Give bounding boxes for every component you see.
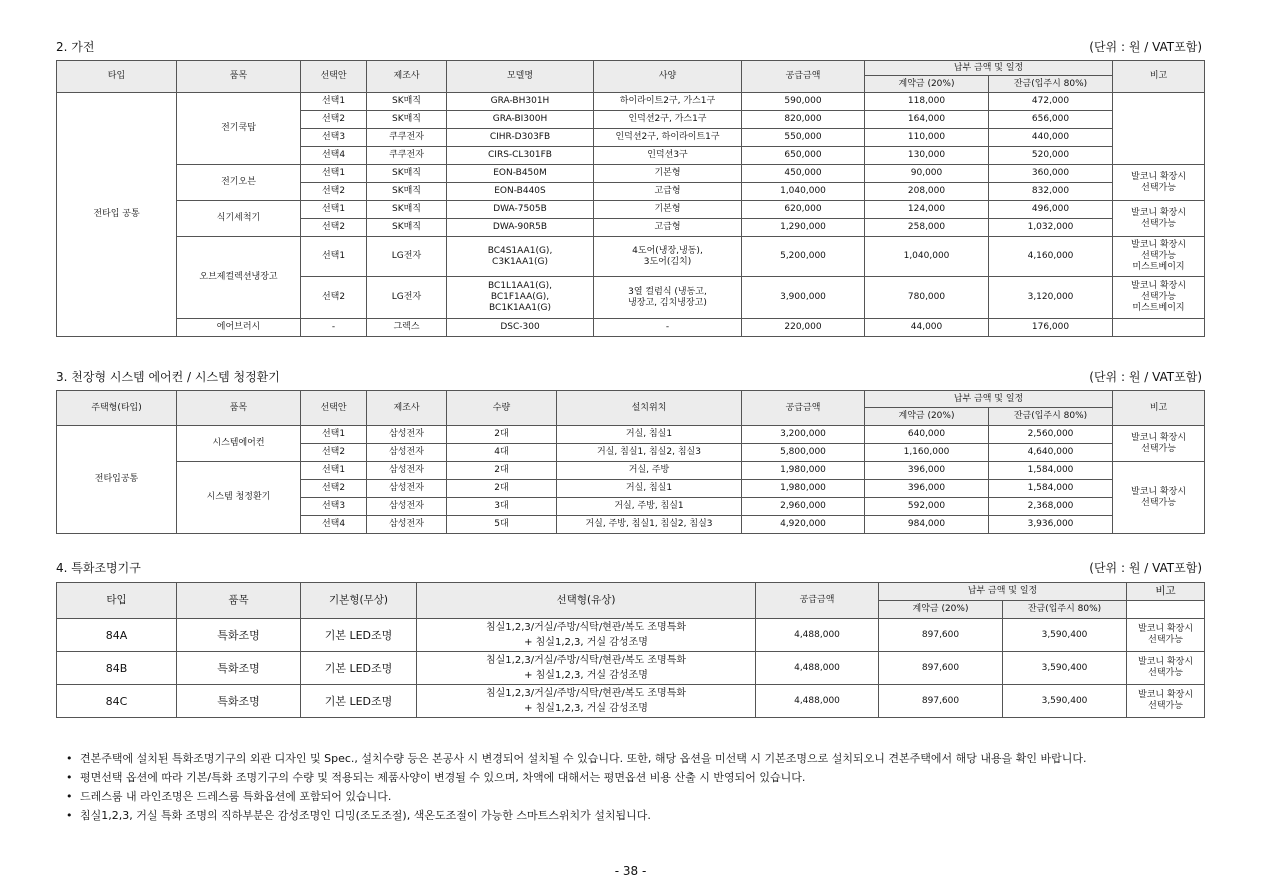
model-cell: BC1L1AA1(G), BC1F1AA(G), BC1K1AA1(G) [447, 277, 594, 319]
balance-cell: 520,000 [989, 147, 1113, 165]
balance-cell: 2,368,000 [989, 498, 1113, 516]
aircon-table [56, 390, 1205, 534]
basic-cell: 기본 LED조명 [301, 619, 417, 652]
item-cell: 시스템에어컨 [177, 426, 301, 462]
option-cell: 선택2 [301, 219, 367, 237]
page-number: - 38 - [614, 864, 647, 878]
option-cell: 선택3 [301, 498, 367, 516]
model-cell: GRA-BI300H [447, 111, 594, 129]
maker-cell: SK매직 [367, 201, 447, 219]
deposit-cell: 124,000 [865, 201, 989, 219]
type-cell: 84B [57, 652, 177, 685]
price-cell: 5,200,000 [742, 237, 865, 277]
model-cell: BC4S1AA1(G), C3K1AA1(G) [447, 237, 594, 277]
item-cell: 전기쿡탑 [177, 93, 301, 165]
price-cell: 5,800,000 [742, 444, 865, 462]
col-type: 타입 [57, 583, 177, 619]
footnotes [60, 749, 1210, 825]
spec-cell: 고급형 [594, 183, 742, 201]
model-cell: EON-B450M [447, 165, 594, 183]
deposit-cell: 44,000 [865, 319, 989, 337]
paid-cell: 침실1,2,3/거실/주방/식탁/현관/복도 조명특화 + 침실1,2,3, 거실 감성조명 [417, 685, 756, 718]
maker-cell: SK매직 [367, 165, 447, 183]
balance-cell: 4,640,000 [989, 444, 1113, 462]
deposit-cell: 396,000 [865, 462, 989, 480]
note-cell: 발코니 확장시 선택가능 [1113, 201, 1205, 237]
spec-cell: 3열 컬럼식 (냉동고, 냉장고, 김치냉장고) [594, 277, 742, 319]
table-row [57, 685, 1205, 718]
price-cell: 550,000 [742, 129, 865, 147]
option-cell: 선택1 [301, 201, 367, 219]
note-cell [1113, 319, 1205, 337]
col-type: 타입 [57, 61, 177, 93]
col-deposit: 계약금 (20%) [879, 601, 1003, 619]
balance-cell: 1,032,000 [989, 219, 1113, 237]
qty-cell: 2대 [447, 480, 557, 498]
section-4-header [56, 559, 1202, 575]
balance-cell: 3,590,400 [1003, 685, 1127, 718]
section-2-header [56, 38, 1202, 54]
section-3-unit: (단위 : 원 / VAT포함) [1089, 370, 1202, 384]
table-row [57, 237, 1205, 277]
section-3-title: 3. 천장형 시스템 에어컨 / 시스템 청정환기 [56, 370, 280, 384]
balance-cell: 440,000 [989, 129, 1113, 147]
table-row [57, 165, 1205, 183]
spec-cell: 고급형 [594, 219, 742, 237]
location-cell: 거실, 침실1 [557, 480, 742, 498]
item-cell: 특화조명 [177, 652, 301, 685]
note-cell: 발코니 확장시 선택가능 [1113, 165, 1205, 201]
price-cell: 1,290,000 [742, 219, 865, 237]
col-qty: 수량 [447, 391, 557, 426]
balance-cell: 3,590,400 [1003, 652, 1127, 685]
col-pay-group: 납부 금액 및 일정 [879, 583, 1127, 601]
model-cell: CIRS-CL301FB [447, 147, 594, 165]
deposit-cell: 396,000 [865, 480, 989, 498]
balance-cell: 3,120,000 [989, 277, 1113, 319]
price-cell: 620,000 [742, 201, 865, 219]
maker-cell: 삼성전자 [367, 498, 447, 516]
maker-cell: SK매직 [367, 93, 447, 111]
option-cell: 선택1 [301, 426, 367, 444]
balance-cell: 656,000 [989, 111, 1113, 129]
spec-cell: 기본형 [594, 201, 742, 219]
price-cell: 820,000 [742, 111, 865, 129]
item-cell: 특화조명 [177, 685, 301, 718]
table-row [57, 93, 1205, 111]
deposit-cell: 897,600 [879, 652, 1003, 685]
col-location: 설치위치 [557, 391, 742, 426]
spec-cell: 인덕션3구 [594, 147, 742, 165]
col-price: 공급금액 [756, 583, 879, 619]
note-cell: 발코니 확장시 선택가능 [1127, 685, 1205, 718]
col-price: 공급금액 [742, 391, 865, 426]
balance-cell: 1,584,000 [989, 462, 1113, 480]
balance-cell: 4,160,000 [989, 237, 1113, 277]
maker-cell: 삼성전자 [367, 444, 447, 462]
maker-cell: 삼성전자 [367, 462, 447, 480]
price-cell: 3,200,000 [742, 426, 865, 444]
deposit-cell: 258,000 [865, 219, 989, 237]
footnote-item: • 침실1,2,3, 거실 특화 조명의 직하부분은 감성조명인 디밍(조도조절), 색온도조절이 가능한 스마트스위치가 설치됩니다. [60, 806, 1210, 825]
spec-cell: 4도어(냉장,냉동), 3도어(김치) [594, 237, 742, 277]
col-price: 공급금액 [742, 61, 865, 93]
note-cell [1113, 93, 1205, 165]
col-note: 비고 [1127, 583, 1205, 601]
deposit-cell: 897,600 [879, 619, 1003, 652]
option-cell: 선택1 [301, 462, 367, 480]
section-3-header [56, 368, 1202, 384]
model-cell: EON-B440S [447, 183, 594, 201]
type-cell: 84C [57, 685, 177, 718]
price-cell: 2,960,000 [742, 498, 865, 516]
footnote-item: • 평면선택 옵션에 따라 기본/특화 조명기구의 수량 및 적용되는 제품사양이 변경될 수 있으며, 차액에 대해서는 평면옵션 비용 산출 시 반영되어 있습니다. [60, 768, 1210, 787]
col-option: 선택안 [301, 61, 367, 93]
deposit-cell: 984,000 [865, 516, 989, 534]
deposit-cell: 1,040,000 [865, 237, 989, 277]
note-cell: 발코니 확장시 선택가능 [1113, 426, 1205, 462]
note-cell: 발코니 확장시 선택가능 [1127, 619, 1205, 652]
deposit-cell: 897,600 [879, 685, 1003, 718]
col-paid: 선택형(유상) [417, 583, 756, 619]
option-cell: 선택2 [301, 480, 367, 498]
type-cell: 84A [57, 619, 177, 652]
col-maker: 제조사 [367, 391, 447, 426]
qty-cell: 3대 [447, 498, 557, 516]
spec-cell: - [594, 319, 742, 337]
col-note: 비고 [1113, 391, 1205, 426]
col-balance: 잔금(입주시 80%) [989, 408, 1113, 426]
location-cell: 거실, 주방, 침실1 [557, 498, 742, 516]
section-4-title: 4. 특화조명기구 [56, 561, 141, 575]
option-cell: 선택2 [301, 277, 367, 319]
balance-cell: 832,000 [989, 183, 1113, 201]
model-cell: GRA-BH301H [447, 93, 594, 111]
balance-cell: 3,936,000 [989, 516, 1113, 534]
option-cell: 선택4 [301, 147, 367, 165]
maker-cell: 삼성전자 [367, 480, 447, 498]
section-4-unit: (단위 : 원 / VAT포함) [1089, 561, 1202, 575]
option-cell: 선택2 [301, 111, 367, 129]
qty-cell: 5대 [447, 516, 557, 534]
section-2-title: 2. 가전 [56, 40, 95, 54]
option-cell: 선택1 [301, 93, 367, 111]
model-cell: DWA-90R5B [447, 219, 594, 237]
price-cell: 1,040,000 [742, 183, 865, 201]
col-note: 비고 [1113, 61, 1205, 93]
spec-cell: 인덕션2구, 하이라이트1구 [594, 129, 742, 147]
model-cell: DSC-300 [447, 319, 594, 337]
paid-cell: 침실1,2,3/거실/주방/식탁/현관/복도 조명특화 + 침실1,2,3, 거실 감성조명 [417, 619, 756, 652]
price-cell: 220,000 [742, 319, 865, 337]
maker-cell: 그렉스 [367, 319, 447, 337]
col-basic: 기본형(무상) [301, 583, 417, 619]
price-cell: 1,980,000 [742, 462, 865, 480]
maker-cell: 쿠쿠전자 [367, 129, 447, 147]
deposit-cell: 130,000 [865, 147, 989, 165]
price-cell: 590,000 [742, 93, 865, 111]
option-cell: 선택2 [301, 444, 367, 462]
balance-cell: 1,584,000 [989, 480, 1113, 498]
section-2-unit: (단위 : 원 / VAT포함) [1089, 40, 1202, 54]
option-cell: - [301, 319, 367, 337]
item-cell: 오브제컬렉션냉장고 [177, 237, 301, 319]
note-cell: 발코니 확장시 선택가능 미스트베이지 [1113, 277, 1205, 319]
maker-cell: SK매직 [367, 183, 447, 201]
option-cell: 선택1 [301, 237, 367, 277]
table-row [57, 201, 1205, 219]
note-cell: 발코니 확장시 선택가능 미스트베이지 [1113, 237, 1205, 277]
price-cell: 4,920,000 [742, 516, 865, 534]
price-cell: 4,488,000 [756, 652, 879, 685]
col-balance: 잔금(입주시 80%) [1003, 601, 1127, 619]
model-cell: CIHR-D303FB [447, 129, 594, 147]
price-cell: 4,488,000 [756, 685, 879, 718]
col-item: 품목 [177, 583, 301, 619]
qty-cell: 2대 [447, 462, 557, 480]
item-cell: 에어브러시 [177, 319, 301, 337]
col-pay-group: 납부 금액 및 일정 [865, 61, 1113, 76]
deposit-cell: 110,000 [865, 129, 989, 147]
deposit-cell: 164,000 [865, 111, 989, 129]
table-row [57, 426, 1205, 444]
col-deposit: 계약금 (20%) [865, 76, 989, 93]
maker-cell: 삼성전자 [367, 516, 447, 534]
lighting-table [56, 582, 1205, 718]
col-item: 품목 [177, 391, 301, 426]
maker-cell: SK매직 [367, 111, 447, 129]
deposit-cell: 118,000 [865, 93, 989, 111]
col-maker: 제조사 [367, 61, 447, 93]
type-cell: 전타입공통 [57, 426, 177, 534]
deposit-cell: 208,000 [865, 183, 989, 201]
type-cell: 전타입 공통 [57, 93, 177, 337]
table-row [57, 619, 1205, 652]
note-cell: 발코니 확장시 선택가능 [1113, 462, 1205, 534]
location-cell: 거실, 침실1, 침실2, 침실3 [557, 444, 742, 462]
basic-cell: 기본 LED조명 [301, 652, 417, 685]
maker-cell: LG전자 [367, 277, 447, 319]
option-cell: 선택1 [301, 165, 367, 183]
paid-cell: 침실1,2,3/거실/주방/식탁/현관/복도 조명특화 + 침실1,2,3, 거실 감성조명 [417, 652, 756, 685]
spec-cell: 하이라이트2구, 가스1구 [594, 93, 742, 111]
maker-cell: SK매직 [367, 219, 447, 237]
table-row [57, 652, 1205, 685]
col-item: 품목 [177, 61, 301, 93]
item-cell: 시스템 청정환기 [177, 462, 301, 534]
option-cell: 선택2 [301, 183, 367, 201]
deposit-cell: 592,000 [865, 498, 989, 516]
model-cell: DWA-7505B [447, 201, 594, 219]
footnote-item: • 견본주택에 설치된 특화조명기구의 외관 디자인 및 Spec., 설치수량 등은 본공사 시 변경되어 설치될 수 있습니다. 또한, 해당 옵션을 미선택 시 기본조명으로 설치되오니 견본주택에서 해당 내용을 확인 바랍니다. [60, 749, 1210, 768]
footnote-item: • 드레스룸 내 라인조명은 드레스룸 특화옵션에 포함되어 있습니다. [60, 787, 1210, 806]
maker-cell: 쿠쿠전자 [367, 147, 447, 165]
qty-cell: 2대 [447, 426, 557, 444]
note-cell: 발코니 확장시 선택가능 [1127, 652, 1205, 685]
qty-cell: 4대 [447, 444, 557, 462]
spec-cell: 인덕션2구, 가스1구 [594, 111, 742, 129]
item-cell: 특화조명 [177, 619, 301, 652]
price-cell: 4,488,000 [756, 619, 879, 652]
col-balance: 잔금(입주시 80%) [989, 76, 1113, 93]
deposit-cell: 1,160,000 [865, 444, 989, 462]
table-row [57, 462, 1205, 480]
location-cell: 거실, 주방, 침실1, 침실2, 침실3 [557, 516, 742, 534]
item-cell: 전기오븐 [177, 165, 301, 201]
price-cell: 650,000 [742, 147, 865, 165]
maker-cell: 삼성전자 [367, 426, 447, 444]
basic-cell: 기본 LED조명 [301, 685, 417, 718]
balance-cell: 3,590,400 [1003, 619, 1127, 652]
price-cell: 1,980,000 [742, 480, 865, 498]
price-cell: 3,900,000 [742, 277, 865, 319]
spec-cell: 기본형 [594, 165, 742, 183]
col-option: 선택안 [301, 391, 367, 426]
deposit-cell: 780,000 [865, 277, 989, 319]
col-spec: 사양 [594, 61, 742, 93]
option-cell: 선택3 [301, 129, 367, 147]
table-row [57, 319, 1205, 337]
option-cell: 선택4 [301, 516, 367, 534]
deposit-cell: 640,000 [865, 426, 989, 444]
note-header-blank [1127, 601, 1205, 619]
location-cell: 거실, 주방 [557, 462, 742, 480]
appliance-table [56, 60, 1205, 337]
balance-cell: 176,000 [989, 319, 1113, 337]
balance-cell: 472,000 [989, 93, 1113, 111]
col-pay-group: 납부 금액 및 일정 [865, 391, 1113, 408]
deposit-cell: 90,000 [865, 165, 989, 183]
location-cell: 거실, 침실1 [557, 426, 742, 444]
balance-cell: 360,000 [989, 165, 1113, 183]
maker-cell: LG전자 [367, 237, 447, 277]
item-cell: 식기세척기 [177, 201, 301, 237]
balance-cell: 2,560,000 [989, 426, 1113, 444]
col-deposit: 계약금 (20%) [865, 408, 989, 426]
price-cell: 450,000 [742, 165, 865, 183]
balance-cell: 496,000 [989, 201, 1113, 219]
col-model: 모델명 [447, 61, 594, 93]
col-type: 주택형(타입) [57, 391, 177, 426]
